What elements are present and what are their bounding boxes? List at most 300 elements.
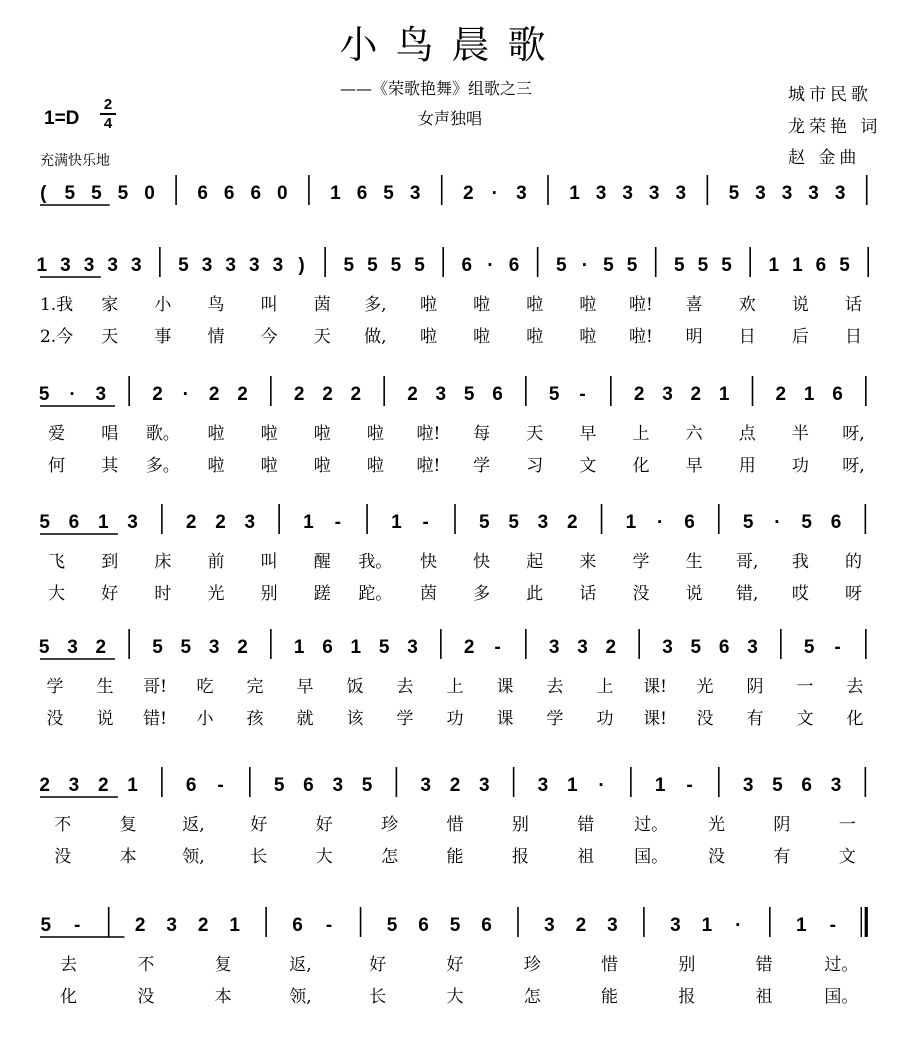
lyric-verse-1: 家 <box>101 295 119 315</box>
score-note: ) <box>298 255 305 276</box>
score-note: 5 <box>378 637 390 658</box>
score-note: 3 <box>130 255 142 276</box>
lyric-verse-1: 六 <box>685 424 703 444</box>
lyric-verse-2: 呀, <box>842 456 865 476</box>
lyric-verse-2: 没 <box>632 584 650 604</box>
score-note: · <box>491 183 499 204</box>
lyric-verse-1: 飞 <box>48 552 66 572</box>
score-note: 6 <box>418 915 429 936</box>
lyric-verse-2: 长 <box>369 987 387 1007</box>
score-note: 5 <box>548 384 560 405</box>
score-note: 2 <box>197 915 209 936</box>
score-note: 1 <box>229 915 240 936</box>
score-note: 5 <box>390 255 402 276</box>
lyric-verse-1: 啦 <box>313 424 331 444</box>
score-note: - <box>494 637 501 658</box>
lyric-verse-2: 情 <box>207 327 225 347</box>
score-note: 6 <box>815 255 827 276</box>
score-note: 3 <box>516 183 527 204</box>
lyric-verse-2: 做, <box>364 327 387 347</box>
lyric-verse-1: 啦! <box>416 424 441 444</box>
score-note: - <box>834 637 841 658</box>
lyric-verse-2: 此 <box>526 584 544 604</box>
lyric-verse-1: 说 <box>791 295 809 315</box>
score-note: 2 <box>690 384 702 405</box>
lyric-verse-1: 床 <box>154 552 172 572</box>
lyric-verse-1: 早 <box>579 424 597 444</box>
lyric-verse-1: 我 <box>791 552 809 572</box>
score-note: 2 <box>566 512 578 533</box>
score-note: 5 <box>721 255 732 276</box>
score-note: 1 <box>718 384 730 405</box>
score-note: 5 <box>839 255 850 276</box>
score-note: 6 <box>832 384 843 405</box>
lyric-verse-1: 啦 <box>579 295 597 315</box>
score-note: 5 <box>803 637 815 658</box>
score-note: · <box>774 512 781 533</box>
score-note: 3 <box>208 637 220 658</box>
score-note: 5 <box>40 915 52 936</box>
score-note: 1 <box>796 915 807 936</box>
song-genre: 城市民歌 <box>788 85 872 105</box>
lyric-verse-1: 呀, <box>842 424 865 444</box>
lyric-verse-2: 就 <box>296 709 314 729</box>
lyric-verse-1: 的 <box>844 552 862 572</box>
score-note: 5 <box>386 915 398 936</box>
lyric-verse-1: 光 <box>696 677 714 697</box>
lyric-verse-2: 2.今 <box>39 327 74 347</box>
score-note: 3 <box>407 637 418 658</box>
score-note: 3 <box>479 775 490 796</box>
lyric-verse-2: 化 <box>60 987 78 1007</box>
score-note: 6 <box>68 512 80 533</box>
score-note: 3 <box>537 775 549 796</box>
lyric-verse-2: 哎 <box>791 584 809 604</box>
lyric-verse-1: 小 <box>154 295 172 315</box>
score-note: 5 <box>178 255 189 276</box>
lyric-verse-2: 用 <box>738 456 756 476</box>
score-note: · <box>598 775 605 796</box>
lyric-verse-1: 错 <box>577 815 595 835</box>
score-note: 6 <box>830 512 842 533</box>
lyric-verse-1: 去 <box>60 955 78 975</box>
score-note: 2 <box>462 183 474 204</box>
score-note: 2 <box>39 775 50 796</box>
score-note: 1 <box>127 775 138 796</box>
lyric-verse-1: 早 <box>296 677 314 697</box>
lyric-verse-1: 醒 <box>313 552 331 572</box>
score-note: ( <box>40 183 47 204</box>
score-note: 3 <box>225 255 236 276</box>
score-note: 5 <box>38 637 50 658</box>
lyric-verse-1: 啦 <box>473 295 491 315</box>
score-note: 3 <box>107 255 118 276</box>
score-note: 3 <box>662 384 673 405</box>
score-note: 3 <box>537 512 549 533</box>
lyric-verse-2: 功 <box>446 709 464 729</box>
lyric-verse-1: 喜 <box>685 295 703 315</box>
lyric-verse-2: 跎。 <box>358 584 393 604</box>
score-note: 3 <box>67 637 78 658</box>
score-note: 5 <box>801 512 813 533</box>
lyric-verse-2: 国。 <box>634 847 669 867</box>
score-note: 5 <box>180 637 192 658</box>
score-note: · <box>487 255 494 276</box>
lyric-verse-1: 返, <box>289 955 312 975</box>
score-note: 2 <box>463 637 475 658</box>
score-note: 2 <box>575 915 587 936</box>
score-note: 1 <box>97 512 109 533</box>
score-note: 6 <box>461 255 473 276</box>
score-note: 3 <box>435 384 447 405</box>
lyric-verse-1: 叫 <box>260 552 278 572</box>
lyric-verse-2: 错, <box>735 584 759 604</box>
score-note: 1 <box>303 512 314 533</box>
score-note: 5 <box>152 637 163 658</box>
lyric-verse-2: 啦 <box>366 456 384 476</box>
score-note: 1 <box>625 512 637 533</box>
score-note: · <box>657 512 664 533</box>
lyric-verse-1: 叫 <box>260 295 278 315</box>
score-note: - <box>217 775 224 796</box>
lyric-verse-2: 天 <box>313 327 331 347</box>
score-note: 6 <box>322 637 333 658</box>
lyric-verse-1: 上 <box>446 677 464 697</box>
score-note: 3 <box>577 637 588 658</box>
lyric-verse-2: 学 <box>473 456 491 476</box>
score-note: 3 <box>420 775 431 796</box>
score-note: 2 <box>185 512 197 533</box>
score-note: 5 <box>508 512 519 533</box>
lyric-verse-1: 歌。 <box>145 424 180 444</box>
score-note: 6 <box>223 183 235 204</box>
lyric-verse-2: 没 <box>137 987 155 1007</box>
lyric-verse-1: 啦 <box>207 424 225 444</box>
score-note: 6 <box>250 183 262 204</box>
lyric-verse-2: 国。 <box>824 987 859 1007</box>
lyric-verse-2: 习 <box>526 456 544 476</box>
score-note: · <box>182 384 189 405</box>
score-note: 5 <box>273 775 285 796</box>
lyric-verse-1: 课 <box>496 677 514 697</box>
lyric-verse-2: 化 <box>846 709 864 729</box>
time-signature-bottom: 4 <box>100 113 116 132</box>
score-note: 3 <box>95 384 107 405</box>
lyric-verse-1: 完 <box>246 677 264 697</box>
score-note: 2 <box>95 637 107 658</box>
lyric-verse-1: 学 <box>46 677 64 697</box>
score-note: 6 <box>197 183 208 204</box>
lyric-verse-1: 去 <box>396 677 414 697</box>
lyric-verse-2: 大 <box>48 584 66 604</box>
lyric-verse-2: 有 <box>746 709 764 729</box>
lyric-verse-1: 哥, <box>735 552 759 572</box>
lyric-verse-1: 啦 <box>260 424 278 444</box>
score-note: 3 <box>622 183 633 204</box>
score-note: · <box>581 255 589 276</box>
score-note: 5 <box>117 183 129 204</box>
lyric-verse-2: 怎 <box>381 847 399 867</box>
score-note: 5 <box>361 775 373 796</box>
score-note: 6 <box>481 915 492 936</box>
lyric-verse-2: 没 <box>54 847 72 867</box>
lyric-verse-2: 呀 <box>844 584 862 604</box>
lyric-verse-2: 事 <box>154 327 172 347</box>
lyric-verse-1: 哥! <box>143 677 167 697</box>
score-note: 5 <box>343 255 355 276</box>
lyric-verse-1: 不 <box>137 955 155 975</box>
lyric-verse-1: 鸟 <box>207 295 225 315</box>
score-note: 3 <box>127 512 138 533</box>
score-note: 6 <box>718 637 730 658</box>
lyric-verse-2: 本 <box>214 987 232 1007</box>
lyric-verse-1: 去 <box>846 677 864 697</box>
score-note: 5 <box>91 183 102 204</box>
lyric-verse-1: 我。 <box>358 552 393 572</box>
lyric-verse-2: 能 <box>446 847 464 867</box>
lyric-verse-2: 啦 <box>473 327 491 347</box>
lyric-verse-1: 快 <box>419 552 437 572</box>
lyric-verse-1: 珍 <box>381 815 399 835</box>
lyric-verse-1: 起 <box>526 552 544 572</box>
lyric-verse-2: 多。 <box>145 456 180 476</box>
lyric-verse-2: 好 <box>101 584 119 604</box>
lyric-verse-2: 啦! <box>629 327 653 347</box>
lyric-verse-1: 惜 <box>601 955 619 975</box>
score-note: - <box>422 512 429 533</box>
score-note: 1 <box>36 255 48 276</box>
score-note: 1 <box>803 384 815 405</box>
lyric-verse-1: 啦 <box>419 295 437 315</box>
score-note: 2 <box>407 384 418 405</box>
lyric-verse-2: 说 <box>96 709 114 729</box>
lyric-verse-1: 阴 <box>746 677 764 697</box>
lyric-verse-1: 生 <box>685 552 703 572</box>
lyric-verse-1: 好 <box>250 815 268 835</box>
score-note: 1 <box>701 915 713 936</box>
lyric-verse-2: 课 <box>496 709 514 729</box>
score-note: 1 <box>654 775 666 796</box>
lyric-verse-2: 文 <box>796 709 814 729</box>
lyric-verse-2: 课! <box>643 709 667 729</box>
lyric-verse-1: 多, <box>364 295 387 315</box>
score-note: 5 <box>39 512 50 533</box>
song-subtitle: ——《荣歌艳舞》组歌之三 <box>340 79 533 98</box>
lyric-verse-1: 啦 <box>366 424 384 444</box>
score-note: 6 <box>801 775 813 796</box>
lyric-verse-1: 到 <box>101 552 119 572</box>
lyric-verse-1: 惜 <box>446 815 464 835</box>
lyric-verse-2: 学 <box>396 709 414 729</box>
score-note: 5 <box>603 255 614 276</box>
score-note: · <box>735 915 742 936</box>
lyric-verse-2: 时 <box>154 584 172 604</box>
lyric-verse-1: 好 <box>446 955 464 975</box>
score-note: 5 <box>742 512 754 533</box>
score-note: 6 <box>684 512 695 533</box>
score-note: 3 <box>244 512 256 533</box>
lyric-verse-1: 不 <box>54 815 72 835</box>
lyric-verse-1: 好 <box>369 955 387 975</box>
lyric-verse-2: 日 <box>844 327 862 347</box>
score-note: 2 <box>449 775 461 796</box>
score-note: 6 <box>292 915 303 936</box>
lyric-verse-1: 珍 <box>523 955 541 975</box>
lyric-verse-1: 生 <box>96 677 114 697</box>
score-note: 3 <box>409 183 421 204</box>
performance-type: 女声独唱 <box>418 109 483 128</box>
time-signature-top: 2 <box>103 96 113 113</box>
lyric-verse-2: 大 <box>446 987 464 1007</box>
score-note: 6 <box>303 775 314 796</box>
lyric-verse-2: 天 <box>101 327 119 347</box>
lyric-verse-1: 半 <box>791 424 809 444</box>
lyric-verse-1: 上 <box>596 677 614 697</box>
lyric-verse-1: 好 <box>315 815 333 835</box>
score-note: 2 <box>97 775 109 796</box>
lyric-verse-2: 没 <box>708 847 726 867</box>
lyric-verse-2: 啦 <box>526 327 544 347</box>
score-note: 3 <box>548 637 560 658</box>
lyric-verse-1: 唱 <box>101 424 119 444</box>
lyric-verse-2: 光 <box>207 584 225 604</box>
score-note: 5 <box>383 183 394 204</box>
lyric-verse-2: 话 <box>579 584 597 604</box>
lyric-verse-2: 大 <box>315 847 333 867</box>
score-note: 3 <box>272 255 284 276</box>
score-note: · <box>69 384 76 405</box>
lyric-verse-2: 小 <box>196 709 214 729</box>
lyric-verse-1: 茵 <box>313 295 331 315</box>
lyric-verse-2: 多 <box>473 584 491 604</box>
lyric-verse-2: 啦! <box>416 456 441 476</box>
score-note: 3 <box>648 183 660 204</box>
score-note: - <box>334 512 341 533</box>
score-note: 3 <box>781 183 793 204</box>
score-note: 3 <box>68 775 80 796</box>
lyric-verse-2: 化 <box>632 456 650 476</box>
lyric-verse-2: 早 <box>685 456 703 476</box>
score-note: 3 <box>249 255 260 276</box>
lyric-verse-1: 复 <box>119 815 137 835</box>
lyric-verse-2: 长 <box>250 847 268 867</box>
score-note: 1 <box>330 183 341 204</box>
lyricist-credit: 龙荣艳 词 <box>788 117 882 137</box>
score-note: 5 <box>414 255 425 276</box>
lyric-verse-2: 报 <box>678 987 696 1007</box>
lyric-verse-2: 该 <box>346 709 364 729</box>
lyric-verse-2: 错! <box>143 709 167 729</box>
lyric-verse-1: 过。 <box>634 815 669 835</box>
score-note: 3 <box>60 255 71 276</box>
score-note: 6 <box>492 384 503 405</box>
lyric-verse-1: 前 <box>207 552 225 572</box>
score-note: 2 <box>350 384 362 405</box>
score-note: 1 <box>350 637 362 658</box>
score-note: 2 <box>605 637 617 658</box>
score-note: 3 <box>670 915 681 936</box>
score-note: 3 <box>332 775 344 796</box>
lyric-verse-2: 本 <box>119 847 137 867</box>
score-note: 5 <box>555 255 567 276</box>
lyric-verse-1: 天 <box>526 424 544 444</box>
score-note: 1 <box>391 512 402 533</box>
lyric-verse-2: 能 <box>601 987 619 1007</box>
score-note: 2 <box>293 384 305 405</box>
score-note: 3 <box>675 183 687 204</box>
score-note: 2 <box>633 384 645 405</box>
lyric-verse-1: 一 <box>796 677 814 697</box>
lyric-verse-2: 有 <box>773 847 791 867</box>
score-note: 3 <box>747 637 758 658</box>
lyric-verse-1: 阴 <box>773 815 791 835</box>
score-note: 3 <box>662 637 673 658</box>
expression-marking: 充满快乐地 <box>40 153 110 169</box>
lyric-verse-1: 啦 <box>526 295 544 315</box>
lyric-verse-2: 祖 <box>755 987 773 1007</box>
score-note: 3 <box>595 183 607 204</box>
score-note: 2 <box>215 512 226 533</box>
lyric-verse-2: 文 <box>579 456 597 476</box>
lyric-verse-1: 饭 <box>346 677 364 697</box>
lyric-verse-1: 1.我 <box>39 295 74 315</box>
score-note: 1 <box>293 637 305 658</box>
score-note: 5 <box>64 183 76 204</box>
lyric-verse-1: 复 <box>214 955 232 975</box>
score-note: 5 <box>626 255 638 276</box>
lyric-verse-2: 功 <box>596 709 614 729</box>
score-note: 3 <box>201 255 213 276</box>
score-note: 3 <box>742 775 754 796</box>
lyric-verse-2: 功 <box>791 456 809 476</box>
score-note: - <box>325 915 333 936</box>
lyric-verse-2: 啦 <box>313 456 331 476</box>
lyric-verse-1: 来 <box>579 552 597 572</box>
lyric-verse-2: 今 <box>260 327 278 347</box>
lyric-verse-2: 啦 <box>579 327 597 347</box>
lyric-verse-1: 过。 <box>824 955 859 975</box>
lyric-verse-2: 说 <box>685 584 703 604</box>
score-note: 3 <box>755 183 766 204</box>
lyric-verse-2: 祖 <box>577 847 595 867</box>
lyric-verse-2: 没 <box>696 709 714 729</box>
lyric-verse-2: 啦 <box>207 456 225 476</box>
lyric-verse-2: 孩 <box>246 709 264 729</box>
score-note: 2 <box>322 384 333 405</box>
lyric-verse-1: 快 <box>473 552 491 572</box>
lyric-verse-1: 吃 <box>196 677 214 697</box>
lyric-verse-1: 错 <box>755 955 773 975</box>
lyric-verse-1: 爱 <box>48 424 66 444</box>
score-note: 5 <box>479 512 490 533</box>
lyric-verse-2: 怎 <box>523 987 541 1007</box>
score-note: 2 <box>208 384 220 405</box>
score-note: 3 <box>166 915 177 936</box>
score-note: 3 <box>808 183 819 204</box>
score-note: 0 <box>144 183 155 204</box>
score-note: 2 <box>237 637 248 658</box>
score-note: 6 <box>508 255 520 276</box>
lyric-verse-1: 课! <box>643 677 667 697</box>
lyric-verse-1: 光 <box>708 815 726 835</box>
score-note: - <box>829 915 836 936</box>
score-note: 1 <box>792 255 803 276</box>
score-note: 5 <box>772 775 783 796</box>
lyric-verse-1: 一 <box>838 815 856 835</box>
lyric-verse-2: 何 <box>48 456 66 476</box>
score-note: - <box>579 384 586 405</box>
key-signature: 1=D <box>44 108 80 129</box>
